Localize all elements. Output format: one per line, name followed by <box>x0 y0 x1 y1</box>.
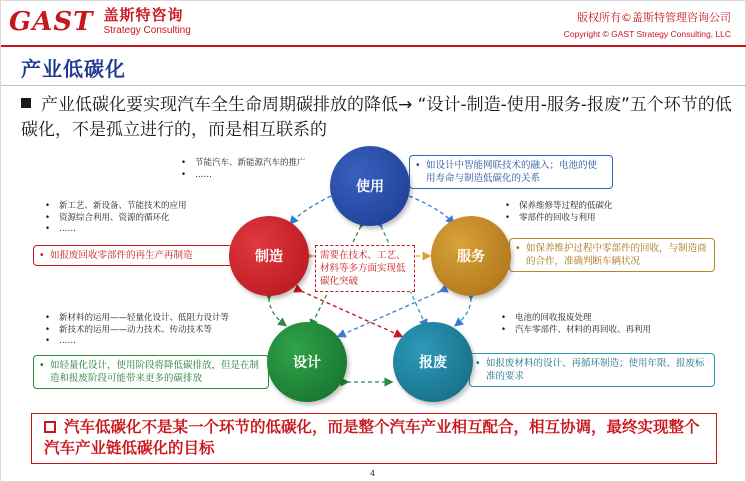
copyright-cn: 版权所有©盖斯特管理咨询公司 <box>577 11 731 24</box>
list-item: • 汽车零部件、材料的再回收、再利用 <box>497 325 651 337</box>
stage-service-label: 服务 <box>457 249 485 265</box>
list-item: • 保养维修等过程的低碳化 <box>501 201 613 213</box>
main-bullet <box>21 93 739 143</box>
list-item: • 电池的回收报废处理 <box>497 313 651 325</box>
arrow-use-make <box>291 196 331 223</box>
list-item: • …… <box>41 336 229 348</box>
stage-use-label: 使用 <box>356 179 384 195</box>
page-title: 产业低碳化 <box>21 57 126 81</box>
service-example-text: 如保养维护过程中零部件的回收，与制造商的合作，准确判断车辆状况 <box>526 243 707 267</box>
bullet-dot-icon: • <box>39 360 45 371</box>
make-list <box>41 201 187 236</box>
stage-scrap-circle <box>393 322 473 402</box>
scrap-list <box>497 313 651 336</box>
use-list <box>177 158 306 181</box>
design-list <box>41 313 229 348</box>
company-logo <box>9 7 191 37</box>
copyright-en: Copyright © GAST Strategy Consulting, LLC <box>563 29 731 39</box>
stage-design-circle <box>267 322 347 402</box>
logo-en: Strategy Consulting <box>103 25 191 36</box>
scrap-example-box <box>469 353 715 387</box>
list-item: • …… <box>41 224 187 236</box>
arrow-service-scrap <box>456 298 471 325</box>
arrow-use-service <box>409 196 453 223</box>
scrap-example-text: 如报废材料的设计、再循环制造；使用年限、报废标准的要求 <box>486 358 705 382</box>
main-bullet-text: 产业低碳化要实现汽车全生命周期碳排放的降低→ “设计-制造-使用-服务-报废”五个环节的低碳化，不是孤立进行的，而是相互联系的 <box>21 95 732 140</box>
header-divider <box>1 45 746 47</box>
list-item: • 新工艺、新设备、节能技术的应用 <box>41 201 187 213</box>
list-item: • 新技术的运用——动力技术、传动技术等 <box>41 325 229 337</box>
list-item: • 零部件的回收与利用 <box>501 213 613 225</box>
service-list <box>501 201 613 224</box>
logo-cn: 盖斯特咨询 <box>103 6 184 24</box>
stage-make-circle <box>229 216 309 296</box>
copyright <box>564 11 731 43</box>
bullet-dot-icon: • <box>515 243 521 254</box>
lifecycle-diagram <box>1 141 746 411</box>
design-example-text: 如轻量化设计，使用阶段将降低碳排放，但是在制造和报废阶段可能带来更多的碳排放 <box>50 360 260 384</box>
center-note: 需要在技术、工艺、材料等多方面实现低碳化突破 <box>315 245 415 292</box>
use-example-text: 如设计中智能网联技术的融入；电池的使用寿命与制造低碳化的关系 <box>426 160 598 184</box>
stage-use-circle <box>330 146 410 226</box>
bullet-dot-icon: • <box>475 358 481 369</box>
bullet-dot-icon: • <box>415 160 421 171</box>
bullet-dot-icon: • <box>39 250 45 261</box>
make-example-box <box>33 245 233 266</box>
conclusion-box <box>31 413 717 464</box>
logo-mark: GAST <box>9 7 94 37</box>
service-example-box <box>509 238 715 272</box>
list-item: • 新材料的运用——轻量化设计、低阻力设计等 <box>41 313 229 325</box>
stage-service-circle <box>431 216 511 296</box>
checkbox-square-icon <box>44 421 56 433</box>
make-example-text: 如报废回收零部件的再生产再制造 <box>50 250 193 261</box>
list-item: • 资源综合利用、资源的循环化 <box>41 213 187 225</box>
arrow-make-design <box>269 298 285 325</box>
use-example-box <box>409 155 613 189</box>
square-bullet-icon <box>21 98 31 108</box>
conclusion-text: 汽车低碳化不是某一个环节的低碳化，而是整个汽车产业相互配合，相互协调，最终实现整个汽车产业链低碳化的目标 <box>44 418 700 457</box>
stage-make-label: 制造 <box>255 249 283 265</box>
design-example-box <box>33 355 269 389</box>
list-item: • …… <box>177 170 306 182</box>
list-item: • 节能汽车、新能源汽车的推广 <box>177 158 306 170</box>
title-divider <box>1 85 746 86</box>
stage-scrap-label: 报废 <box>419 355 447 371</box>
stage-design-label: 设计 <box>293 355 321 371</box>
page-number: 4 <box>370 469 376 478</box>
logo-text <box>104 7 191 37</box>
